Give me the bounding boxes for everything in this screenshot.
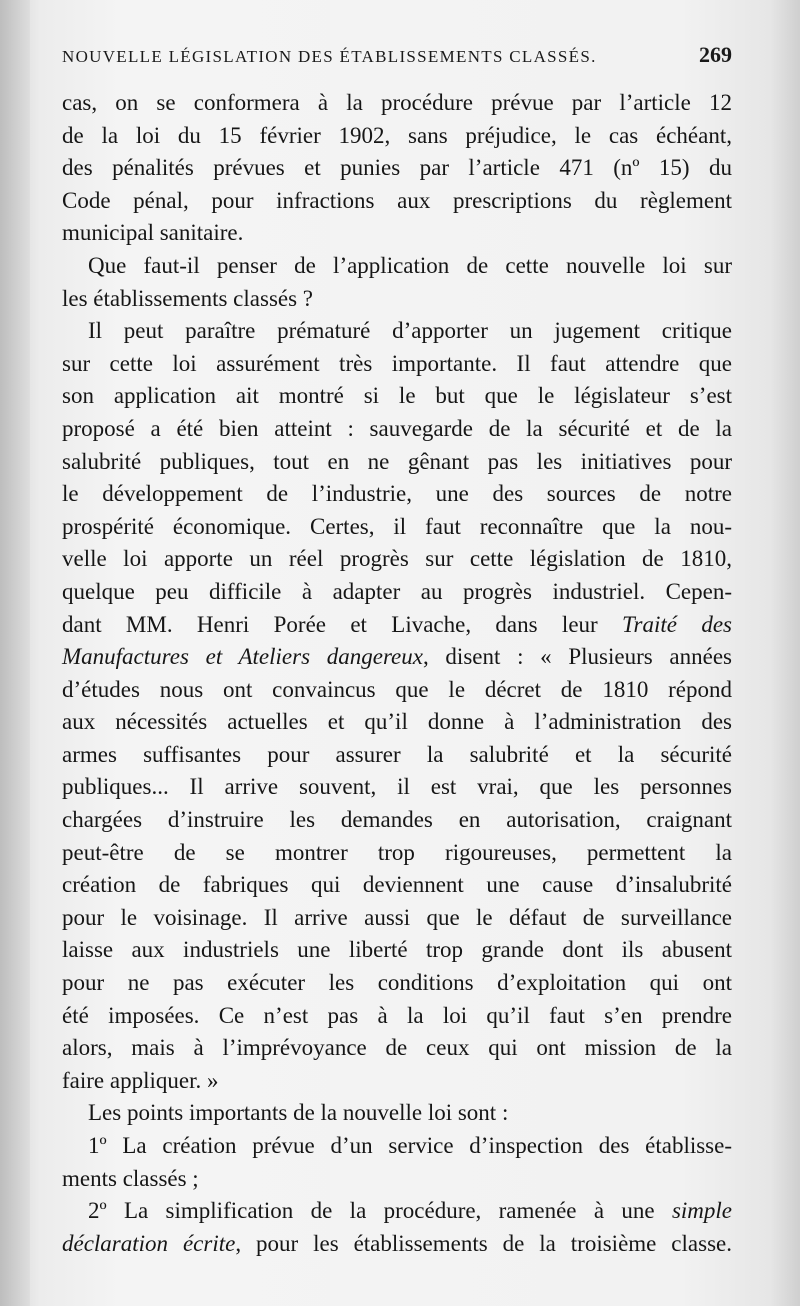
text-line: proposé a été bien atteint : sauvegarde de la sécurité et de la — [62, 415, 732, 441]
text-line: de la loi du 15 février 1902, sans préjudice, le cas échéant, — [62, 122, 732, 148]
text-line: laisse aux industriels une liberté trop grande dont ils abusent — [62, 937, 732, 963]
text-line: velle loi apporte un réel progrès sur cette législation de 1810, — [62, 546, 732, 572]
book-gutter-shadow — [0, 0, 30, 1306]
text-line: cas, on se conformera à la procédure prévue par l’article 12 — [62, 90, 732, 115]
text-line: des pénalités prévues et punies par l’article 471 (nº 15) du — [62, 155, 732, 181]
italic-phrase: déclaration écrite — [62, 1230, 236, 1256]
italic-title: Manufactures et Ateliers dangereux — [62, 644, 423, 670]
text-line: pour le voisinage. Il arrive aussi que le défaut de surveillance — [62, 904, 732, 930]
text-line: chargées d’instruire les demandes en autorisation, craignant — [62, 807, 732, 833]
text-line: Code pénal, pour infractions aux prescriptions du règlement — [62, 187, 732, 213]
text-line — [62, 609, 732, 642]
text-line — [62, 1195, 732, 1228]
text-line: Les points importants de la nouvelle loi sont : — [88, 1100, 509, 1126]
text-line: les établissements classés ? — [62, 285, 314, 311]
text-line: peut-être de se montrer trop rigoureuses, permettent la — [62, 839, 732, 865]
text-line: Il peut paraître prématuré d’apporter un jugement critique — [88, 318, 732, 344]
text-segment: , pour les établissements de la troisième classe. — [235, 1230, 732, 1256]
text-line: son application ait montré si le but que le législateur s’est — [62, 383, 732, 409]
text-line: faire appliquer. » — [62, 1067, 219, 1093]
text-line: aux nécessités actuelles et qu’il donne à l’administration des — [62, 709, 732, 735]
text-line: le développement de l’industrie, une des sources de notre — [62, 481, 732, 507]
running-title: NOUVELLE LÉGISLATION DES ÉTABLISSEMENTS CLASSÉS. — [62, 47, 597, 66]
text-line: d’études nous ont convaincus que le décret de 1810 répond — [62, 676, 732, 702]
text-line: publiques... Il arrive souvent, il est vrai, que les personnes — [62, 774, 732, 800]
page-number: 269 — [699, 42, 732, 67]
italic-phrase: simple — [671, 1198, 732, 1224]
text-line: alors, mais à l’imprévoyance de ceux qui ont mission de la — [62, 1035, 732, 1061]
text-line: salubrité publiques, tout en ne gênant pas les initiatives pour — [62, 448, 732, 474]
italic-title: Traité des — [622, 611, 732, 637]
text-line: été imposées. Ce n’est pas à la loi qu’il faut s’en prendre — [62, 1002, 732, 1028]
text-segment: , disent : « Plusieurs années — [422, 644, 732, 670]
text-segment: 2º La simplification de la procédure, ramenée à une — [88, 1198, 672, 1224]
text-line: création de fabriques qui deviennent une cause d’insalubrité — [62, 872, 732, 898]
text-line — [62, 1228, 732, 1261]
text-line: pour ne pas exécuter les conditions d’exploitation qui ont — [62, 970, 732, 996]
text-line: 1º La création prévue d’un service d’inspection des établisse- — [88, 1133, 732, 1158]
text-line — [62, 641, 732, 674]
text-segment: dant MM. Henri Porée et Livache, dans leur — [62, 611, 623, 637]
running-header — [62, 42, 732, 68]
text-line: Que faut-il penser de l’application de cette nouvelle loi sur — [88, 252, 732, 278]
text-line: municipal sanitaire. — [62, 220, 244, 246]
text-line: ments classés ; — [62, 1165, 199, 1191]
text-line: quelque peu difficile à adapter au progrès industriel. Cepen- — [62, 578, 732, 604]
text-line: sur cette loi assurément très importante. Il faut attendre que — [62, 350, 732, 376]
text-line: prospérité économique. Certes, il faut reconnaître que la nou- — [62, 513, 732, 539]
text-line: armes suffisantes pour assurer la salubrité et la sécurité — [62, 741, 732, 767]
body-text — [62, 87, 732, 1260]
